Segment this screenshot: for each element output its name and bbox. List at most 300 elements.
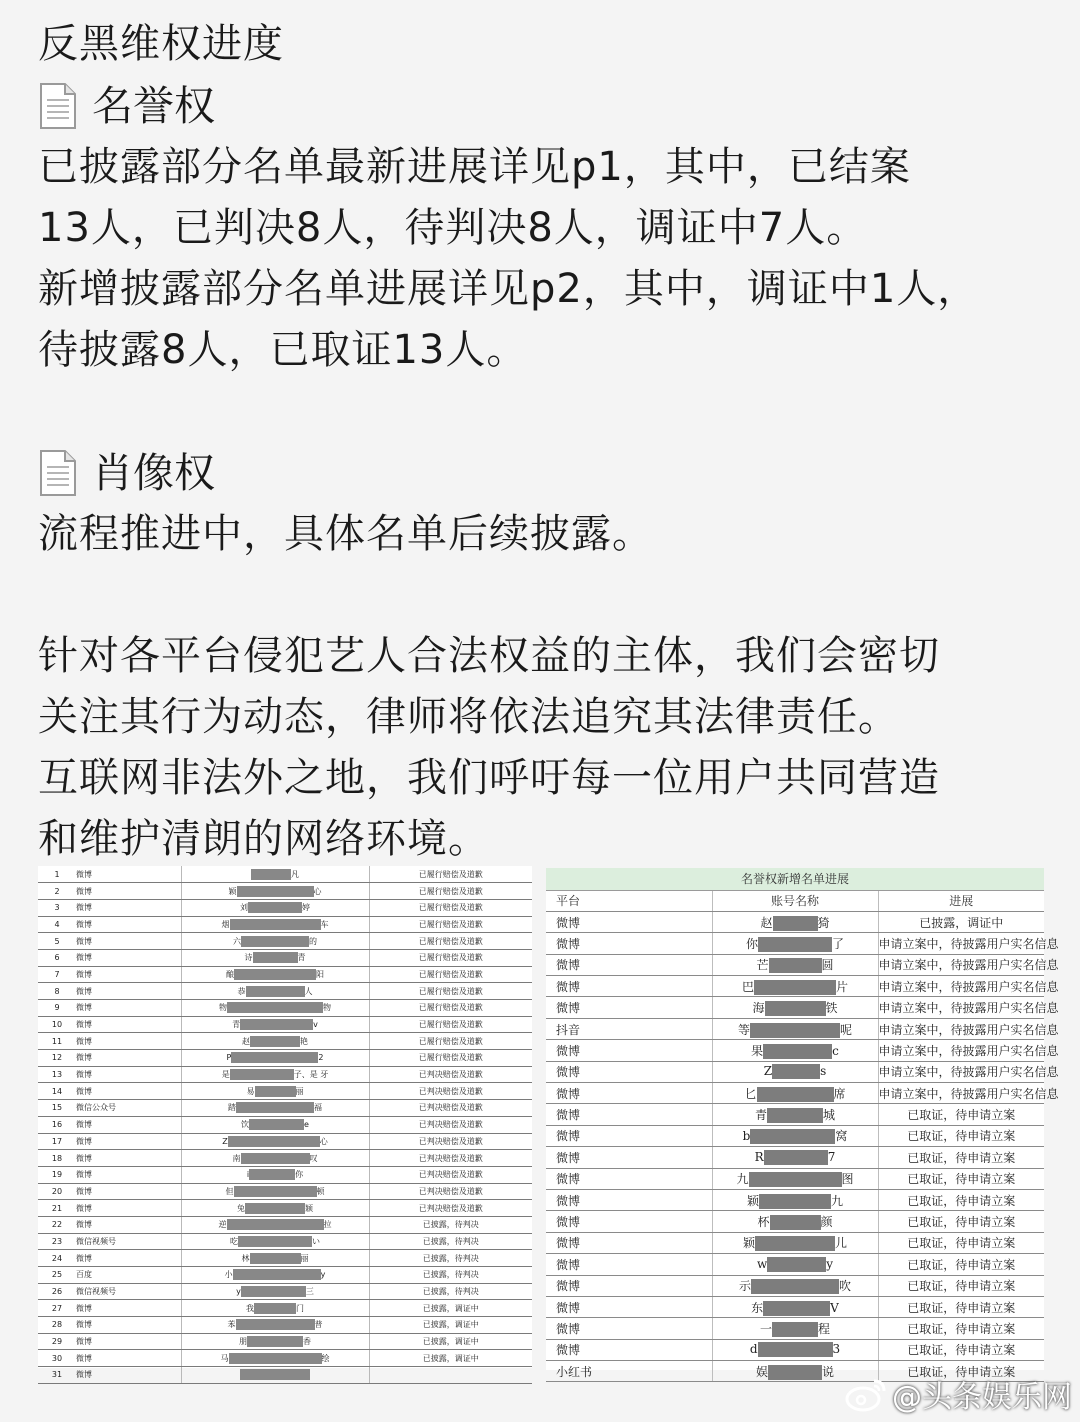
- redaction-bar: [247, 1336, 303, 1347]
- cell-index: 22: [38, 1216, 76, 1233]
- name-suffix: 凡: [291, 869, 299, 879]
- cell-account-name: [181, 1350, 369, 1367]
- cell-progress: 已披露，调证中: [369, 1333, 532, 1350]
- cell-progress: 已披露，调证中: [369, 1350, 532, 1367]
- cell-progress: 已披露，待判决: [369, 1216, 532, 1233]
- redaction-bar: [769, 958, 822, 973]
- cell-progress: 已披露，待判决: [369, 1283, 532, 1300]
- cell-progress: 申请立案中，待披露用户实名信息: [878, 933, 1044, 954]
- section-heading-portrait: [38, 442, 1048, 504]
- cell-progress: 已判决赔偿及道歉: [369, 1150, 532, 1167]
- cell-index: 19: [38, 1166, 76, 1183]
- cell-platform: 微博: [546, 976, 712, 997]
- name-prefix: 兔: [237, 1203, 245, 1213]
- redaction-bar: [253, 952, 298, 963]
- redaction-bar: [240, 1369, 310, 1380]
- page-facing-up-icon: [38, 82, 78, 130]
- name-prefix: 酿: [226, 969, 234, 979]
- name-prefix: 青: [232, 1020, 241, 1030]
- name-prefix: 踏: [228, 1103, 236, 1113]
- section-heading-label: 肖像权: [92, 449, 215, 497]
- cell-progress: 已履行赔偿及道歉: [369, 883, 532, 900]
- post-title: 反黑维权进度: [38, 21, 284, 67]
- cell-index: 11: [38, 1033, 76, 1050]
- cell-index: 26: [38, 1283, 76, 1300]
- cell-platform: 微博: [76, 1066, 181, 1083]
- cell-platform: 微博: [546, 1104, 712, 1125]
- name-prefix: 我: [246, 1303, 254, 1313]
- name-suffix: 人: [304, 986, 313, 996]
- redaction-bar: [750, 1129, 835, 1144]
- name-prefix: 是: [221, 1070, 230, 1080]
- table-row: [38, 1333, 532, 1350]
- cell-progress: 已履行赔偿及道歉: [369, 1016, 532, 1033]
- cell-platform: 微博: [546, 1254, 712, 1275]
- name-prefix: 一: [759, 1322, 772, 1336]
- cell-account-name: [712, 1318, 878, 1339]
- cell-platform: 微博: [76, 916, 181, 933]
- cell-progress: 已履行赔偿及道歉: [369, 1000, 532, 1017]
- name-suffix: 福: [314, 1103, 322, 1113]
- cell-progress: 已履行赔偿及道歉: [369, 866, 532, 883]
- name-suffix: 2: [318, 1053, 324, 1063]
- table-row: [38, 1183, 532, 1200]
- cell-platform: 微信视频号: [76, 1283, 181, 1300]
- cell-account-name: [181, 916, 369, 933]
- name-suffix: 的: [309, 936, 317, 946]
- name-prefix: 逆: [218, 1220, 227, 1230]
- table-row: [38, 1233, 532, 1250]
- cell-index: 28: [38, 1317, 76, 1334]
- cell-index: 13: [38, 1066, 76, 1083]
- cell-platform: 微博: [546, 954, 712, 975]
- name-suffix: 阳: [316, 969, 324, 979]
- cell-progress: 已取证，待申请立案: [878, 1254, 1044, 1275]
- redaction-bar: [241, 936, 309, 947]
- redaction-bar: [749, 1172, 842, 1187]
- cell-account-name: [181, 1150, 369, 1167]
- cell-index: 23: [38, 1233, 76, 1250]
- redaction-bar: [757, 1087, 834, 1102]
- cell-account-name: [712, 1296, 878, 1317]
- redaction-bar: [231, 1052, 318, 1063]
- cell-progress: 已取证，待申请立案: [878, 1147, 1044, 1168]
- table-row: [38, 883, 532, 900]
- cell-platform: 微博: [546, 1040, 712, 1061]
- cell-progress: 已取证，待申请立案: [878, 1296, 1044, 1317]
- paragraph-line: 待披露8人，已取证13人。: [38, 327, 528, 373]
- cell-progress: 已判决赔偿及道歉: [369, 1200, 532, 1217]
- table-row: [38, 1150, 532, 1167]
- table-row: [546, 1275, 1044, 1296]
- cell-platform: 微博: [76, 1166, 181, 1183]
- cell-index: 16: [38, 1116, 76, 1133]
- table-row: [38, 1100, 532, 1117]
- cell-index: 18: [38, 1150, 76, 1167]
- cell-progress: 已履行赔偿及道歉: [369, 949, 532, 966]
- table-row: [38, 1350, 532, 1367]
- redaction-bar: [772, 1064, 820, 1079]
- table-row: [38, 1267, 532, 1284]
- cell-platform: 微博: [76, 883, 181, 900]
- cell-account-name: [181, 1267, 369, 1284]
- cell-index: 8: [38, 983, 76, 1000]
- cell-progress: 申请立案中，待披露用户实名信息: [878, 976, 1044, 997]
- cell-progress: 已履行赔偿及道歉: [369, 966, 532, 983]
- watermark: [844, 1372, 1072, 1416]
- name-suffix: 叹: [309, 1153, 318, 1163]
- name-suffix: 心: [313, 886, 322, 896]
- name-prefix: w: [756, 1256, 768, 1271]
- table-row: [546, 976, 1044, 997]
- name-prefix: 马: [220, 1353, 229, 1363]
- cell-progress: 已履行赔偿及道歉: [369, 933, 532, 950]
- table-row: [38, 1216, 532, 1233]
- cell-account-name: [181, 1166, 369, 1183]
- redaction-bar: [768, 1365, 822, 1380]
- paragraph-line: 流程推进中，具体名单后续披露。: [38, 511, 653, 557]
- cell-platform: 微博: [546, 911, 712, 932]
- redaction-bar: [227, 1219, 324, 1230]
- redaction-bar: [255, 1086, 296, 1097]
- redaction-bar: [228, 1136, 320, 1147]
- cell-index: 15: [38, 1100, 76, 1117]
- paragraph-line: 互联网非法外之地，我们呼吁每一位用户共同营造: [38, 755, 940, 801]
- spacer: [38, 381, 1048, 442]
- redaction-bar: [230, 1069, 294, 1080]
- page-facing-up-icon: [38, 449, 78, 497]
- name-suffix: v: [313, 1020, 318, 1030]
- cell-account-name: [712, 1083, 878, 1104]
- cell-platform: 微博: [76, 1183, 181, 1200]
- name-suffix: 圆: [821, 958, 834, 973]
- cell-platform: 微博: [546, 1125, 712, 1146]
- cell-index: 14: [38, 1083, 76, 1100]
- cell-progress: 申请立案中，待披露用户实名信息: [878, 1083, 1044, 1104]
- name-prefix: y: [236, 1287, 241, 1297]
- cell-account-name: [181, 1116, 369, 1133]
- cell-progress: 已披露，待判决: [369, 1233, 532, 1250]
- name-suffix: e: [304, 1120, 309, 1130]
- redaction-bar: [241, 1153, 310, 1164]
- table-row: [38, 866, 532, 883]
- cell-platform: 微博: [76, 966, 181, 983]
- cell-account-name: [181, 1200, 369, 1217]
- redaction-bar: [770, 1215, 821, 1230]
- cell-progress: 已判决赔偿及道歉: [369, 1066, 532, 1083]
- cell-platform: 微博: [76, 899, 181, 916]
- name-suffix: c: [832, 1043, 839, 1058]
- name-prefix: 小: [224, 1270, 233, 1280]
- name-prefix: 你: [745, 936, 758, 951]
- cell-progress: 已判决赔偿及道歉: [369, 1183, 532, 1200]
- cell-progress: 已取证，待申请立案: [878, 1232, 1044, 1253]
- cell-account-name: [712, 1147, 878, 1168]
- redaction-bar: [767, 1257, 826, 1272]
- table-row: [38, 933, 532, 950]
- paragraph-line: 13人，已判决8人，待判决8人，调证中7人。: [38, 205, 868, 251]
- cell-platform: 微博: [76, 1083, 181, 1100]
- name-prefix: 诗: [244, 953, 253, 963]
- name-suffix: 青: [297, 953, 306, 963]
- redaction-bar: [754, 980, 836, 995]
- name-prefix: 苯: [227, 1320, 236, 1330]
- name-suffix: 九: [831, 1193, 844, 1208]
- name-prefix: 九: [736, 1172, 749, 1187]
- name-suffix: 丽: [300, 1253, 309, 1263]
- name-suffix: 颖: [305, 1203, 313, 1213]
- redaction-bar: [237, 886, 314, 897]
- name-prefix: 恭: [237, 986, 246, 996]
- table-row: [38, 1000, 532, 1017]
- cell-platform: 微信公众号: [76, 1100, 181, 1117]
- cell-account-name: [181, 899, 369, 916]
- cell-platform: 微博: [76, 1317, 181, 1334]
- cell-account-name: [181, 1367, 369, 1384]
- weibo-logo-icon: [844, 1375, 888, 1413]
- name-prefix: b: [742, 1129, 751, 1144]
- cell-progress: 已取证，待申请立案: [878, 1168, 1044, 1189]
- name-suffix: 车: [320, 919, 329, 929]
- redaction-bar: [227, 1002, 323, 1013]
- name-suffix: 了: [832, 936, 845, 951]
- cell-progress: 已履行赔偿及道歉: [369, 916, 532, 933]
- table-row: [38, 1050, 532, 1067]
- redaction-bar: [250, 1253, 301, 1264]
- cell-platform: 微信视频号: [76, 1233, 181, 1250]
- cell-account-name: [712, 1254, 878, 1275]
- table-row: [38, 1317, 532, 1334]
- table-row: [546, 1168, 1044, 1189]
- cell-progress: [369, 1367, 532, 1384]
- name-prefix: 颖: [228, 886, 237, 896]
- cell-progress: 已履行赔偿及道歉: [369, 899, 532, 916]
- cell-index: 4: [38, 916, 76, 933]
- cell-account-name: [712, 976, 878, 997]
- cell-index: 17: [38, 1133, 76, 1150]
- cell-progress: 已判决赔偿及道歉: [369, 1166, 532, 1183]
- cell-account-name: [712, 1339, 878, 1360]
- name-suffix: 吹: [839, 1279, 852, 1294]
- table-row: [38, 1250, 532, 1267]
- table-row: [546, 1296, 1044, 1317]
- cell-account-name: [181, 933, 369, 950]
- cell-platform: 微博: [546, 1189, 712, 1210]
- cell-platform: 微博: [76, 983, 181, 1000]
- table-row: [38, 1367, 532, 1384]
- progress-table-p1: [38, 866, 532, 1384]
- cell-account-name: [181, 1100, 369, 1117]
- redaction-bar: [234, 969, 316, 980]
- redaction-bar: [229, 1353, 322, 1364]
- name-suffix: 顿: [316, 1186, 325, 1196]
- name-suffix: 图: [841, 1172, 854, 1187]
- table-row: [546, 1211, 1044, 1232]
- name-suffix: 丽: [295, 1086, 304, 1096]
- table-row: [38, 1166, 532, 1183]
- table-row: [38, 1116, 532, 1133]
- table-row: [38, 1283, 532, 1300]
- table-row: [38, 1200, 532, 1217]
- cell-account-name: [181, 1216, 369, 1233]
- name-suffix: 说: [822, 1364, 835, 1379]
- cell-platform: 微博: [76, 1116, 181, 1133]
- redaction-bar: [758, 1342, 833, 1357]
- name-suffix: 猗: [817, 915, 830, 930]
- cell-platform: 微博: [76, 1200, 181, 1217]
- cell-account-name: [181, 1133, 369, 1150]
- cell-account-name: [181, 1083, 369, 1100]
- redaction-bar: [773, 916, 818, 931]
- section-heading-reputation: [38, 75, 1048, 137]
- redaction-bar: [240, 1019, 313, 1030]
- table-row: [546, 933, 1044, 954]
- cell-index: 25: [38, 1267, 76, 1284]
- name-prefix: 颖: [746, 1193, 759, 1208]
- cell-platform: 微博: [76, 1000, 181, 1017]
- name-prefix: 东: [751, 1300, 764, 1315]
- column-header-progress: 进展: [878, 890, 1044, 911]
- cell-index: 10: [38, 1016, 76, 1033]
- cell-platform: 微博: [76, 1033, 181, 1050]
- paragraph-line: 关注其行为动态，律师将依法追究其法律责任。: [38, 694, 899, 740]
- table-row: [38, 949, 532, 966]
- cell-account-name: [712, 1168, 878, 1189]
- image-progress-table-p1[interactable]: [38, 866, 532, 1380]
- cell-progress: 已判决赔偿及道歉: [369, 1083, 532, 1100]
- cell-platform: 微博: [76, 1367, 181, 1384]
- cell-account-name: [712, 1189, 878, 1210]
- name-suffix: 席: [833, 1086, 846, 1101]
- cell-platform: 微博: [546, 933, 712, 954]
- name-suffix: 颜: [820, 1215, 833, 1230]
- cell-platform: 微博: [546, 1061, 712, 1082]
- cell-index: 9: [38, 1000, 76, 1017]
- name-suffix: y: [320, 1270, 326, 1280]
- post-body: [38, 14, 1048, 870]
- cell-index: 2: [38, 883, 76, 900]
- cell-platform: 微博: [546, 1296, 712, 1317]
- name-prefix: 饮: [241, 1120, 250, 1130]
- redaction-bar: [245, 1203, 305, 1214]
- name-prefix: 巴: [741, 979, 754, 994]
- redaction-bar: [248, 902, 302, 913]
- cell-index: 6: [38, 949, 76, 966]
- redaction-bar: [246, 1169, 295, 1180]
- name-suffix: 城: [823, 1108, 836, 1123]
- redaction-bar: [233, 1269, 321, 1280]
- name-prefix: Z: [222, 1136, 228, 1146]
- cell-index: 24: [38, 1250, 76, 1267]
- cell-progress: 申请立案中，待披露用户实名信息: [878, 954, 1044, 975]
- cell-progress: 申请立案中，待披露用户实名信息: [878, 1061, 1044, 1082]
- cell-index: 31: [38, 1367, 76, 1384]
- name-prefix: 六: [233, 936, 241, 946]
- name-suffix: s: [820, 1064, 827, 1079]
- cell-platform: 微博: [546, 1168, 712, 1189]
- table-row: [38, 1300, 532, 1317]
- name-suffix: 香: [303, 1337, 311, 1347]
- redaction-bar: [241, 1286, 306, 1297]
- name-suffix: 普: [314, 1320, 323, 1330]
- name-prefix: 杯: [757, 1215, 770, 1230]
- name-prefix: 等: [737, 1022, 750, 1037]
- table-row: [546, 1318, 1044, 1339]
- name-suffix: 物: [323, 1003, 331, 1013]
- cell-progress: 已取证，待申请立案: [878, 1275, 1044, 1296]
- cell-account-name: [181, 1033, 369, 1050]
- table-row: [38, 899, 532, 916]
- spacer: [38, 565, 1048, 626]
- cell-platform: 微博: [546, 997, 712, 1018]
- redaction-bar: [230, 919, 321, 930]
- name-suffix: 3: [832, 1342, 841, 1357]
- column-header-name: 账号名称: [712, 890, 878, 911]
- cell-account-name: [181, 1183, 369, 1200]
- table-row: [546, 1018, 1044, 1039]
- table-row: [38, 966, 532, 983]
- cell-progress: 已披露，待判决: [369, 1267, 532, 1284]
- cell-account-name: [181, 1000, 369, 1017]
- name-suffix: 片: [836, 979, 849, 994]
- name-suffix: 婷: [302, 903, 310, 913]
- cell-platform: 百度: [76, 1267, 181, 1284]
- redaction-bar: [236, 1319, 315, 1330]
- cell-progress: 已披露，调证中: [878, 911, 1044, 932]
- cell-progress: 已判决赔偿及道歉: [369, 1133, 532, 1150]
- cell-platform: 微博: [546, 1211, 712, 1232]
- redaction-bar: [750, 1023, 840, 1038]
- name-suffix: 三: [305, 1287, 314, 1297]
- redaction-bar: [772, 1322, 818, 1337]
- redaction-bar: [236, 1102, 314, 1113]
- name-prefix: 赵: [760, 915, 773, 930]
- table-row: [546, 1061, 1044, 1082]
- name-suffix: 7: [827, 1149, 836, 1164]
- name-prefix: 林: [241, 1253, 250, 1263]
- name-prefix: 颖: [742, 1236, 755, 1251]
- cell-progress: 已履行赔偿及道歉: [369, 1033, 532, 1050]
- cell-account-name: [181, 1250, 369, 1267]
- cell-account-name: [181, 1283, 369, 1300]
- table-row: [546, 1125, 1044, 1146]
- name-suffix: 呢: [840, 1022, 853, 1037]
- name-prefix: 烟: [221, 919, 230, 929]
- cell-index: 29: [38, 1333, 76, 1350]
- cell-account-name: [712, 1125, 878, 1146]
- cell-index: 5: [38, 933, 76, 950]
- cell-account-name: [181, 983, 369, 1000]
- name-suffix: V: [830, 1300, 839, 1315]
- table-row: [38, 1066, 532, 1083]
- name-prefix: 示: [738, 1279, 751, 1294]
- name-suffix: y: [826, 1256, 834, 1271]
- name-prefix: 但: [225, 1186, 234, 1196]
- name-prefix: R: [754, 1149, 764, 1164]
- redaction-bar: [251, 869, 291, 880]
- redaction-bar: [246, 986, 305, 997]
- cell-platform: 微博: [546, 1147, 712, 1168]
- section-heading-label: 名誉权: [92, 82, 215, 130]
- cell-platform: 微博: [76, 1300, 181, 1317]
- cell-account-name: [712, 933, 878, 954]
- image-progress-table-p2[interactable]: [546, 868, 1059, 1379]
- table-row: [38, 1016, 532, 1033]
- name-prefix: 匕: [744, 1086, 757, 1101]
- cell-progress: 已取证，待申请立案: [878, 1339, 1044, 1360]
- name-prefix: d: [749, 1342, 758, 1357]
- table-row: [546, 997, 1044, 1018]
